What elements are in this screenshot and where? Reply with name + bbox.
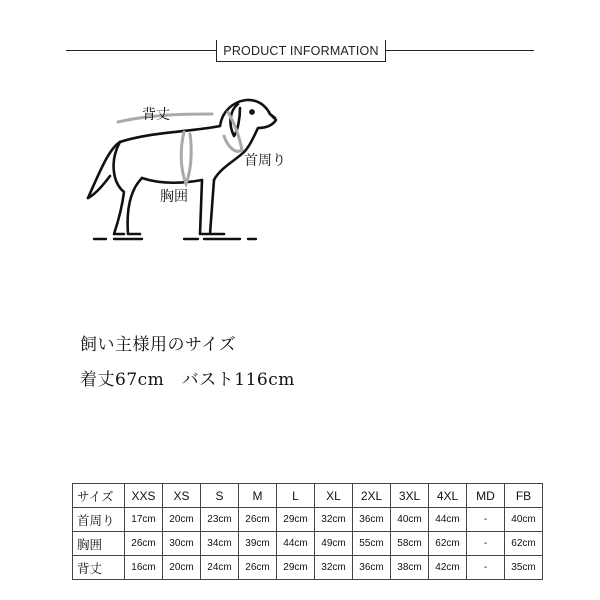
table-corner-label: サイズ [73,484,125,508]
table-cell: 26cm [125,532,163,556]
column-header: M [239,484,277,508]
table-cell: 39cm [239,532,277,556]
table-row-chest [73,532,543,556]
table-cell: 26cm [239,556,277,580]
table-cell: - [467,556,505,580]
column-header: 4XL [429,484,467,508]
column-header: XXS [125,484,163,508]
column-header: XS [163,484,201,508]
table-cell: 23cm [201,508,239,532]
table-row-neck [73,508,543,532]
header-rule-right [386,50,534,51]
column-header: L [277,484,315,508]
table-cell: 55cm [353,532,391,556]
table-cell: 35cm [505,556,543,580]
table-cell: 62cm [505,532,543,556]
table-cell: 36cm [353,508,391,532]
owner-size-detail: 着丈67cm バスト116cm [80,370,295,390]
table-cell: 42cm [429,556,467,580]
table-cell: 17cm [125,508,163,532]
dog-measurement-diagram [80,88,290,253]
table-cell: 32cm [315,556,353,580]
owner-size-heading: 飼い主様用のサイズ [80,335,237,355]
row-label: 首周り [73,508,125,532]
table-cell: 62cm [429,532,467,556]
column-header: XL [315,484,353,508]
row-label: 背丈 [73,556,125,580]
column-header: FB [505,484,543,508]
table-cell: 29cm [277,556,315,580]
header-rule-left [66,50,216,51]
table-cell: 26cm [239,508,277,532]
table-cell: 44cm [277,532,315,556]
table-row-back-length [73,556,543,580]
table-cell: 44cm [429,508,467,532]
table-cell: 36cm [353,556,391,580]
product-information-title: PRODUCT INFORMATION [216,40,386,62]
table-cell: 20cm [163,556,201,580]
table-cell: 40cm [391,508,429,532]
table-cell: 30cm [163,532,201,556]
table-cell: 34cm [201,532,239,556]
table-cell: 16cm [125,556,163,580]
size-table [72,483,543,580]
column-header: 3XL [391,484,429,508]
table-header-row [73,484,543,508]
column-header: MD [467,484,505,508]
table-cell: 32cm [315,508,353,532]
table-cell: 40cm [505,508,543,532]
table-cell: 24cm [201,556,239,580]
column-header: 2XL [353,484,391,508]
back-length-label: 背丈 [142,107,170,123]
neck-girth-label: 首周り [244,153,286,169]
table-cell: 49cm [315,532,353,556]
chest-girth-label: 胸囲 [160,189,188,205]
table-cell: - [467,532,505,556]
row-label: 胸囲 [73,532,125,556]
table-cell: - [467,508,505,532]
table-cell: 58cm [391,532,429,556]
table-cell: 38cm [391,556,429,580]
dog-outline-icon [80,88,290,253]
table-cell: 29cm [277,508,315,532]
column-header: S [201,484,239,508]
table-cell: 20cm [163,508,201,532]
